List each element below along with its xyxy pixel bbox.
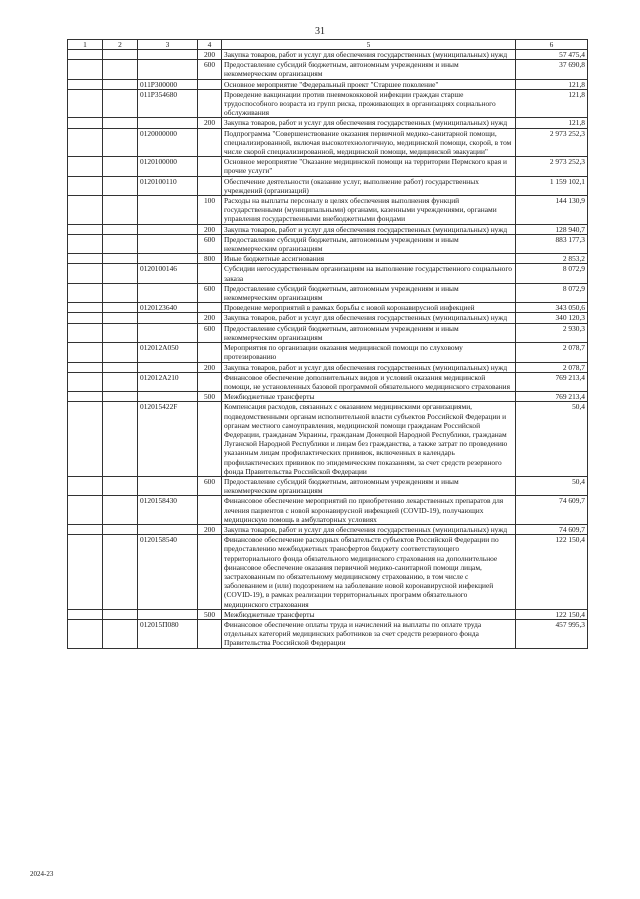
cell-col-2: [103, 392, 138, 402]
cell-col-1: [68, 254, 103, 264]
cell-name: Предоставление субсидий бюджетным, автономным учреждениям и иным некоммерческим организациям: [222, 234, 516, 253]
cell-expense-type: [198, 402, 222, 477]
cell-name: Основное мероприятие "Федеральный проект "Старшее поколение": [222, 79, 516, 89]
cell-target-code: [138, 254, 198, 264]
cell-col-2: [103, 535, 138, 610]
cell-amount: 122 150,4: [516, 535, 588, 610]
cell-col-2: [103, 118, 138, 128]
header-col-4: 4: [198, 40, 222, 50]
cell-name: Закупка товаров, работ и услуг для обеспечения государственных (муниципальных) нужд: [222, 118, 516, 128]
cell-target-code: [138, 323, 198, 342]
header-col-1: 1: [68, 40, 103, 50]
footer-code: 2024-23: [30, 870, 54, 878]
cell-col-1: [68, 157, 103, 176]
cell-col-1: [68, 60, 103, 79]
header-row: [68, 40, 588, 50]
cell-col-1: [68, 313, 103, 323]
cell-expense-type: [198, 128, 222, 157]
cell-expense-type: 800: [198, 254, 222, 264]
table-row: [68, 283, 588, 302]
table-row: [68, 89, 588, 118]
cell-col-2: [103, 313, 138, 323]
cell-amount: 128 940,7: [516, 224, 588, 234]
cell-target-code: [138, 283, 198, 302]
cell-name: Финансовое обеспечение расходных обязательств субъектов Российской Федерации по предоставлению межбюджетных трансфертов бюджету соответствующего территориального фонда обязательного медицинского страхования на дополнительное финансовое обеспечение оказания первичной медико-санитарной помощи лицам, застрахованным по обязательному медицинскому страхованию, в том числе с заболеванием и (или) подозрением на заболевание новой коронавирусной инфекцией (COVID-19), в рамках реализации территориальных программ обязательного медицинского страхования: [222, 535, 516, 610]
cell-target-code: 012012А050: [138, 343, 198, 362]
cell-name: Межбюджетные трансферты: [222, 392, 516, 402]
cell-amount: 8 072,9: [516, 264, 588, 283]
cell-col-2: [103, 176, 138, 195]
table-row: [68, 362, 588, 372]
cell-col-2: [103, 79, 138, 89]
cell-expense-type: [198, 372, 222, 391]
cell-col-2: [103, 362, 138, 372]
table-row: [68, 343, 588, 362]
cell-amount: 122 150,4: [516, 609, 588, 619]
cell-col-2: [103, 343, 138, 362]
cell-col-2: [103, 50, 138, 60]
cell-name: Финансовое обеспечение дополнительных видов и условий оказания медицинской помощи, не установленных базовой программой обязательного медицинского страхования: [222, 372, 516, 391]
header-col-6: 6: [516, 40, 588, 50]
table-row: [68, 619, 588, 648]
cell-target-code: 011Р300000: [138, 79, 198, 89]
cell-col-2: [103, 60, 138, 79]
table-row: [68, 224, 588, 234]
cell-col-1: [68, 343, 103, 362]
cell-target-code: 011Р354680: [138, 89, 198, 118]
cell-name: Закупка товаров, работ и услуг для обеспечения государственных (муниципальных) нужд: [222, 362, 516, 372]
cell-target-code: 012015422F: [138, 402, 198, 477]
cell-expense-type: 200: [198, 524, 222, 534]
cell-col-1: [68, 79, 103, 89]
table-row: [68, 157, 588, 176]
cell-expense-type: [198, 619, 222, 648]
cell-col-2: [103, 157, 138, 176]
cell-col-1: [68, 496, 103, 525]
cell-amount: 50,4: [516, 476, 588, 495]
cell-name: Проведение вакцинации против пневмококковой инфекции граждан старше трудоспособного возраста из групп риска, проживающих в организациях социального обслуживания: [222, 89, 516, 118]
cell-target-code: [138, 234, 198, 253]
table-row: [68, 303, 588, 313]
cell-name: Закупка товаров, работ и услуг для обеспечения государственных (муниципальных) нужд: [222, 524, 516, 534]
cell-name: Финансовое обеспечение мероприятий по приобретению лекарственных препаратов для лечения пациентов с новой коронавирусной инфекцией (COVID-19), получающих медицинскую помощь в амбулаторных условиях: [222, 496, 516, 525]
cell-target-code: 012015П080: [138, 619, 198, 648]
cell-expense-type: 500: [198, 609, 222, 619]
cell-expense-type: [198, 79, 222, 89]
cell-col-2: [103, 402, 138, 477]
page-number: 31: [315, 26, 325, 37]
cell-amount: 2 853,2: [516, 254, 588, 264]
cell-col-1: [68, 128, 103, 157]
cell-expense-type: 500: [198, 392, 222, 402]
cell-target-code: 0120158430: [138, 496, 198, 525]
cell-expense-type: 200: [198, 50, 222, 60]
table-row: [68, 392, 588, 402]
cell-expense-type: 200: [198, 224, 222, 234]
cell-target-code: [138, 224, 198, 234]
cell-col-2: [103, 619, 138, 648]
cell-col-1: [68, 476, 103, 495]
table-row: [68, 402, 588, 477]
cell-target-code: [138, 609, 198, 619]
cell-target-code: 012012А210: [138, 372, 198, 391]
cell-amount: 883 177,3: [516, 234, 588, 253]
cell-expense-type: 600: [198, 323, 222, 342]
cell-expense-type: [198, 303, 222, 313]
cell-amount: 340 120,3: [516, 313, 588, 323]
cell-col-1: [68, 176, 103, 195]
cell-expense-type: 600: [198, 283, 222, 302]
table-row: [68, 118, 588, 128]
cell-target-code: 0120000000: [138, 128, 198, 157]
cell-amount: 121,8: [516, 79, 588, 89]
cell-col-2: [103, 496, 138, 525]
cell-col-1: [68, 619, 103, 648]
table-row: [68, 524, 588, 534]
table-row: [68, 496, 588, 525]
cell-col-2: [103, 303, 138, 313]
cell-amount: 769 213,4: [516, 372, 588, 391]
cell-col-1: [68, 362, 103, 372]
cell-name: Субсидии негосударственным организациям на выполнение государственного социального заказа: [222, 264, 516, 283]
cell-col-1: [68, 234, 103, 253]
cell-target-code: [138, 50, 198, 60]
cell-name: Мероприятия по организации оказания медицинской помощи по слуховому протезированию: [222, 343, 516, 362]
cell-col-2: [103, 128, 138, 157]
cell-name: Финансовое обеспечение оплаты труда и начислений на выплаты по оплате труда отдельных категорий медицинских работников за счет средств резервного фонда Правительства Российской Федерации: [222, 619, 516, 648]
table-row: [68, 196, 588, 225]
cell-col-1: [68, 50, 103, 60]
cell-target-code: [138, 60, 198, 79]
cell-amount: 2 078,7: [516, 362, 588, 372]
cell-amount: 50,4: [516, 402, 588, 477]
cell-col-2: [103, 609, 138, 619]
cell-col-1: [68, 283, 103, 302]
table-row: [68, 50, 588, 60]
cell-expense-type: 200: [198, 362, 222, 372]
cell-name: Предоставление субсидий бюджетным, автономным учреждениям и иным некоммерческим организациям: [222, 60, 516, 79]
cell-expense-type: [198, 343, 222, 362]
cell-col-2: [103, 224, 138, 234]
cell-expense-type: 100: [198, 196, 222, 225]
cell-name: Закупка товаров, работ и услуг для обеспечения государственных (муниципальных) нужд: [222, 313, 516, 323]
cell-col-2: [103, 372, 138, 391]
table-header: [68, 40, 588, 50]
cell-expense-type: [198, 535, 222, 610]
cell-col-1: [68, 392, 103, 402]
cell-expense-type: 200: [198, 118, 222, 128]
cell-name: Закупка товаров, работ и услуг для обеспечения государственных (муниципальных) нужд: [222, 50, 516, 60]
table-row: [68, 234, 588, 253]
header-col-5: 5: [222, 40, 516, 50]
cell-col-2: [103, 524, 138, 534]
cell-name: Предоставление субсидий бюджетным, автономным учреждениям и иным некоммерческим организациям: [222, 323, 516, 342]
cell-target-code: 0120123640: [138, 303, 198, 313]
cell-col-1: [68, 196, 103, 225]
cell-target-code: 0120100000: [138, 157, 198, 176]
cell-amount: 121,8: [516, 118, 588, 128]
cell-target-code: 0120100146: [138, 264, 198, 283]
table-row: [68, 535, 588, 610]
cell-col-2: [103, 89, 138, 118]
cell-expense-type: 600: [198, 234, 222, 253]
cell-name: Компенсация расходов, связанных с оказанием медицинскими организациями, подведомственными органам исполнительной власти субъектов Российской Федерации и органам местного самоуправления, медицинской помощи гражданам Российской Федерации, гражданам Украины, гражданам Донецкой Народной Республики, гражданам Луганской Народной Республики и лицам без гражданства, а также затрат по проведению указанным лицам профилактических прививок, включенных в календарь профилактических прививок по эпидемическим показаниям, за счет средств резервного фонда Правительства Российской Федерации: [222, 402, 516, 477]
cell-col-1: [68, 89, 103, 118]
table-row: [68, 79, 588, 89]
cell-col-1: [68, 118, 103, 128]
table-row: [68, 128, 588, 157]
cell-col-2: [103, 476, 138, 495]
cell-name: Предоставление субсидий бюджетным, автономным учреждениям и иным некоммерческим организациям: [222, 283, 516, 302]
cell-amount: 457 995,3: [516, 619, 588, 648]
cell-col-1: [68, 524, 103, 534]
cell-amount: 769 213,4: [516, 392, 588, 402]
cell-name: Основное мероприятие "Оказание медицинской помощи на территории Пермского края и прочие услуги": [222, 157, 516, 176]
cell-name: Предоставление субсидий бюджетным, автономным учреждениям и иным некоммерческим организациям: [222, 476, 516, 495]
cell-col-1: [68, 303, 103, 313]
table-row: [68, 264, 588, 283]
cell-expense-type: 600: [198, 60, 222, 79]
table-row: [68, 254, 588, 264]
cell-col-2: [103, 283, 138, 302]
cell-target-code: 0120100110: [138, 176, 198, 195]
cell-amount: 74 609,7: [516, 496, 588, 525]
cell-amount: 57 475,4: [516, 50, 588, 60]
cell-amount: 37 690,8: [516, 60, 588, 79]
cell-name: Обеспечение деятельности (оказание услуг, выполнение работ) государственных учреждений (организаций): [222, 176, 516, 195]
table-row: [68, 313, 588, 323]
cell-name: Закупка товаров, работ и услуг для обеспечения государственных (муниципальных) нужд: [222, 224, 516, 234]
table-row: [68, 476, 588, 495]
cell-target-code: [138, 196, 198, 225]
budget-table: [67, 39, 588, 649]
cell-amount: 144 130,9: [516, 196, 588, 225]
cell-amount: 2 078,7: [516, 343, 588, 362]
cell-col-1: [68, 323, 103, 342]
cell-amount: 121,8: [516, 89, 588, 118]
cell-col-2: [103, 323, 138, 342]
table-row: [68, 176, 588, 195]
cell-col-1: [68, 224, 103, 234]
cell-expense-type: [198, 89, 222, 118]
cell-amount: 8 072,9: [516, 283, 588, 302]
cell-name: Иные бюджетные ассигнования: [222, 254, 516, 264]
table-row: [68, 372, 588, 391]
cell-col-1: [68, 372, 103, 391]
cell-target-code: [138, 313, 198, 323]
table-row: [68, 60, 588, 79]
cell-amount: 2 930,3: [516, 323, 588, 342]
cell-expense-type: [198, 496, 222, 525]
header-col-3: 3: [138, 40, 198, 50]
cell-target-code: [138, 524, 198, 534]
cell-col-2: [103, 196, 138, 225]
cell-expense-type: 200: [198, 313, 222, 323]
cell-expense-type: [198, 264, 222, 283]
cell-col-1: [68, 264, 103, 283]
cell-col-1: [68, 535, 103, 610]
cell-target-code: [138, 118, 198, 128]
cell-expense-type: [198, 176, 222, 195]
cell-col-1: [68, 402, 103, 477]
cell-expense-type: 600: [198, 476, 222, 495]
cell-name: Межбюджетные трансферты: [222, 609, 516, 619]
cell-target-code: [138, 476, 198, 495]
cell-expense-type: [198, 157, 222, 176]
cell-target-code: [138, 392, 198, 402]
cell-amount: 1 159 102,1: [516, 176, 588, 195]
header-col-2: 2: [103, 40, 138, 50]
cell-name: Проведение мероприятий в рамках борьбы с новой коронавирусной инфекцией: [222, 303, 516, 313]
cell-col-2: [103, 234, 138, 253]
table-body: [68, 50, 588, 649]
cell-target-code: [138, 362, 198, 372]
table-row: [68, 323, 588, 342]
cell-target-code: 0120158540: [138, 535, 198, 610]
cell-col-2: [103, 254, 138, 264]
cell-name: Подпрограмма "Совершенствование оказания первичной медико-санитарной помощи, специализированной, включая высокотехнологичную, медицинской помощи, скорой, в том числе скорой специализированной, медицинской помощи, медицинской эвакуации": [222, 128, 516, 157]
table-row: [68, 609, 588, 619]
cell-col-1: [68, 609, 103, 619]
cell-col-2: [103, 264, 138, 283]
cell-amount: 2 973 252,3: [516, 128, 588, 157]
cell-amount: 343 050,6: [516, 303, 588, 313]
cell-name: Расходы на выплаты персоналу в целях обеспечения выполнения функций государственными (муниципальными) органами, казенными учреждениями, органами управления государственными внебюджетными фондами: [222, 196, 516, 225]
cell-amount: 2 973 252,3: [516, 157, 588, 176]
cell-amount: 74 609,7: [516, 524, 588, 534]
